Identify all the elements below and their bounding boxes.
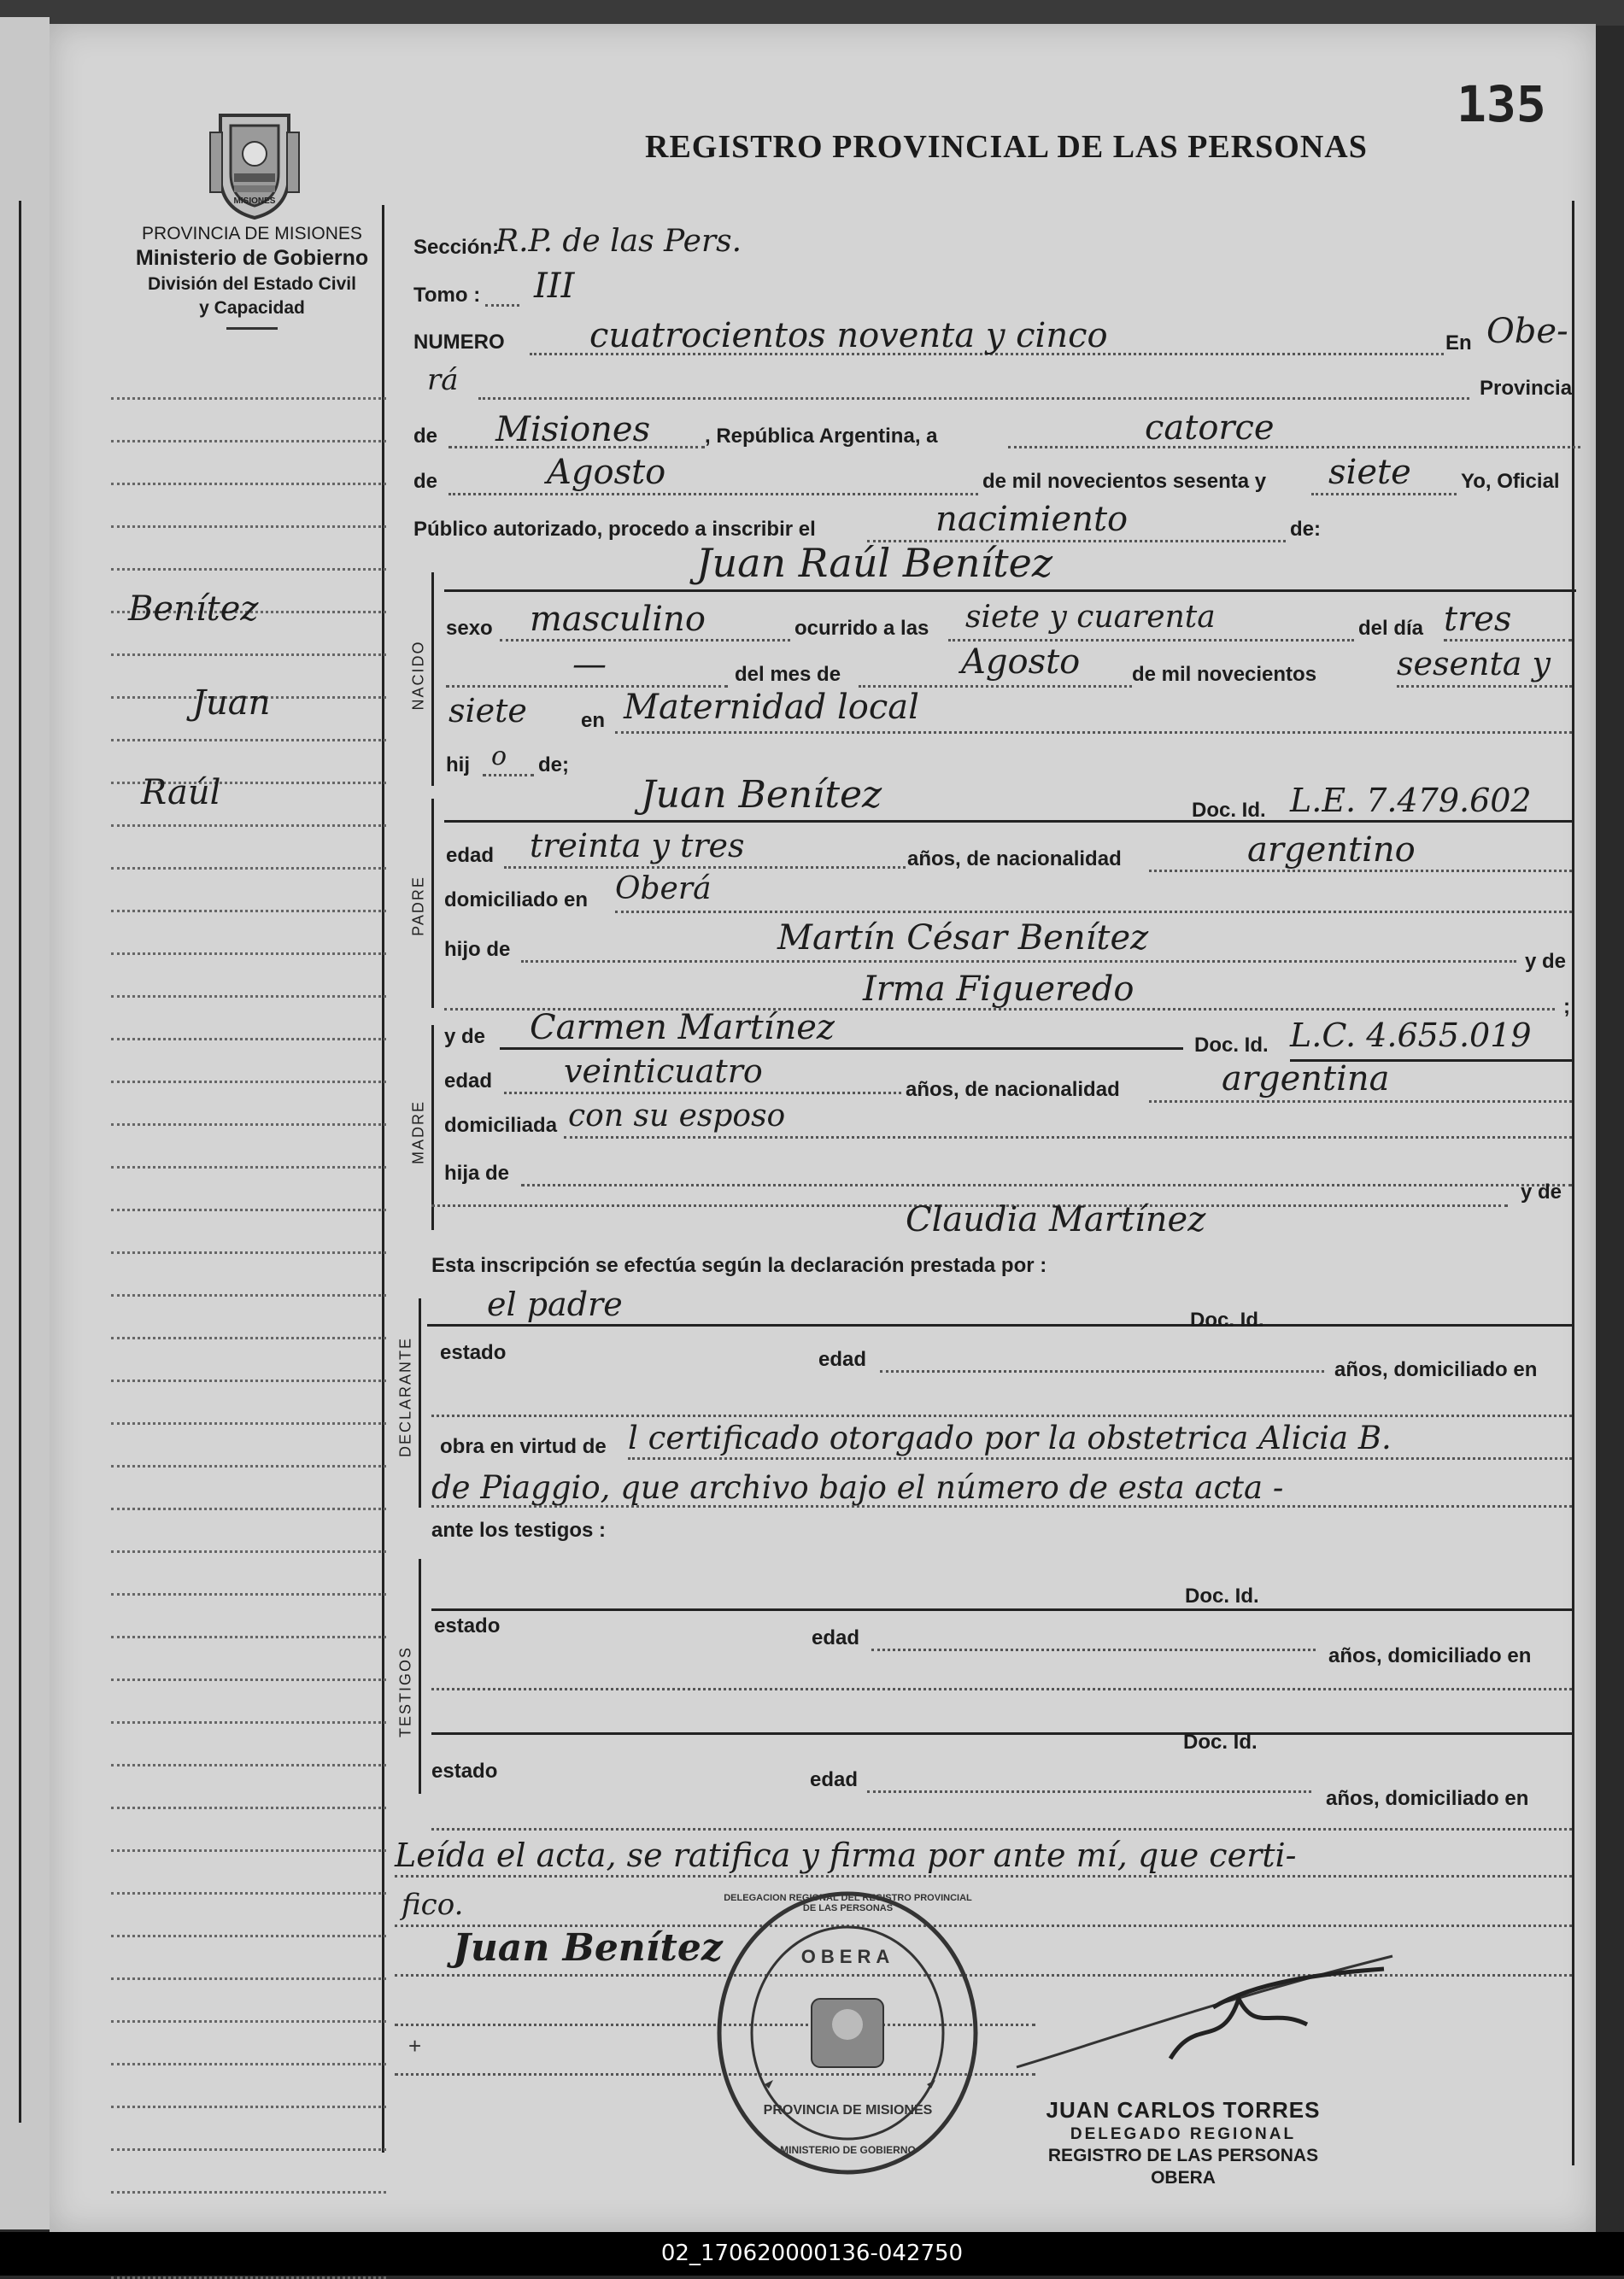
obra-virtud-label: obra en virtud de	[440, 1435, 607, 1458]
testigo2-domicilio-line	[431, 1828, 1572, 1831]
nacido-name-rule	[444, 589, 1576, 592]
margin-ruled-line	[111, 1593, 386, 1596]
body-right-rule	[1572, 201, 1574, 2165]
dia-registro-line	[1008, 446, 1580, 448]
official-block	[991, 2097, 1375, 2188]
coat-of-arms-label: MISIONES	[233, 196, 276, 206]
nacido-side-label: NACIDO	[409, 640, 427, 711]
anio-value-1: sesenta y	[1397, 645, 1551, 683]
margin-ruled-line	[111, 910, 386, 912]
anio-registro-line	[1311, 493, 1457, 495]
madre-hija-de-line	[521, 1184, 1572, 1186]
padre-doc-rule	[1290, 820, 1572, 823]
margin-ruled-line	[111, 2063, 386, 2065]
padre-domicilio-line	[615, 911, 1572, 913]
testigo2-estado-label: estado	[431, 1760, 498, 1783]
madre-y-de-label-2: y de	[1521, 1181, 1562, 1204]
nacido-name: Juan Raúl Benítez	[696, 540, 1053, 586]
de-semicolon-label: de;	[538, 753, 569, 776]
yo-oficial-label: Yo, Oficial	[1461, 470, 1560, 493]
del-dia-label: del día	[1358, 617, 1424, 640]
padre-nac-line	[1149, 870, 1572, 872]
padre-bracket	[431, 799, 434, 1008]
tomo-label: Tomo :	[413, 284, 481, 307]
declarante-bracket	[419, 1298, 421, 1508]
padre-mother-name: Irma Figueredo	[863, 970, 1134, 1009]
ministry-line: Ministerio de Gobierno	[135, 246, 369, 270]
margin-ruled-line	[111, 1465, 386, 1468]
margin-ruled-line	[111, 1380, 386, 1382]
province-value: Misiones	[495, 410, 651, 449]
provincia-label: Provincia	[1480, 377, 1573, 400]
margin-ruled-line	[111, 1550, 386, 1553]
nacido-bracket	[431, 572, 434, 786]
padre-side-label: PADRE	[409, 876, 427, 936]
city-line	[478, 397, 1469, 400]
testigo1-estado-label: estado	[434, 1614, 501, 1637]
margin-ruled-line	[111, 1251, 386, 1254]
padre-doc-value: L.E. 7.479.602	[1290, 782, 1532, 819]
del-mes-label: del mes de	[735, 663, 841, 686]
testigo1-anos-label: años, domiciliado en	[1328, 1644, 1532, 1667]
acto-value: nacimiento	[935, 500, 1129, 539]
mil-novecientos-label: de mil novecientos	[1132, 663, 1317, 686]
closing-ruled-line	[395, 1875, 1572, 1878]
margin-ruled-line	[111, 739, 386, 741]
margin-ruled-line	[111, 952, 386, 955]
sexo-value: masculino	[530, 600, 706, 639]
obra-line-1: l certificado otorgado por la obstetrica Alicia B.	[628, 1420, 1392, 1456]
inscripcion-label: Esta inscripción se efectúa según la declaración prestada por :	[431, 1254, 1047, 1277]
margin-ruled-line	[111, 1294, 386, 1297]
testigos-side-label: TESTIGOS	[396, 1646, 414, 1738]
testigo2-edad-label: edad	[810, 1768, 859, 1791]
declarante-domicilio-line	[431, 1415, 1572, 1417]
padre-doc-label: Doc. Id.	[1192, 799, 1266, 822]
obra-line-1-rule	[628, 1457, 1572, 1460]
margin-surname: Benítez	[128, 589, 259, 629]
dia-registro-value: catorce	[1145, 408, 1275, 448]
margin-ruled-line	[111, 1081, 386, 1083]
city-part-1: Obe-	[1486, 312, 1568, 351]
madre-y-de-label: y de	[444, 1025, 486, 1048]
margin-ruled-line	[111, 1807, 386, 1809]
previous-page-edge	[0, 17, 50, 2229]
ocurrido-label: ocurrido a las	[794, 617, 929, 640]
madre-anos-label: años, de nacionalidad	[906, 1078, 1120, 1101]
margin-ruled-line	[111, 2148, 386, 2151]
declarante-rule	[427, 1324, 1572, 1327]
declarante-value: el padre	[487, 1286, 623, 1323]
capacity-line: y Capacidad	[199, 298, 305, 318]
margin-second-name: Raúl	[141, 773, 221, 812]
margin-ruled-line	[111, 1721, 386, 1724]
declarante-side-label: DECLARANTE	[396, 1336, 414, 1458]
mes-registro-value: Agosto	[547, 453, 666, 492]
numero-label: NUMERO	[413, 331, 505, 354]
de-label-1: de	[413, 425, 438, 448]
de-label-2: de	[413, 470, 438, 493]
margin-ruled-line	[111, 1678, 386, 1681]
padre-anos-label: años, de nacionalidad	[907, 847, 1122, 870]
margin-ruled-line	[111, 1935, 386, 1937]
testigo2-doc-label: Doc. Id.	[1183, 1731, 1258, 1754]
testigo2-anos-label: años, domiciliado en	[1326, 1787, 1529, 1810]
margin-ruled-line	[111, 824, 386, 827]
madre-doc-value: L.C. 4.655.019	[1290, 1016, 1532, 1054]
declarant-signature: Juan Benítez	[453, 1926, 723, 1970]
margin-ruled-line	[111, 1337, 386, 1339]
en-label: En	[1445, 331, 1472, 354]
hij-line	[483, 774, 534, 776]
lugar-line	[615, 731, 1572, 734]
madre-edad-value: veinticuatro	[564, 1052, 763, 1090]
declarante-edad-line	[880, 1370, 1324, 1373]
padre-name: Juan Benítez	[641, 773, 882, 817]
publico-label: Público autorizado, procedo a inscribir el	[413, 518, 816, 541]
numero-value: cuatrocientos noventa y cinco	[589, 316, 1108, 355]
mes-registro-line	[449, 493, 978, 495]
margin-ruled-line	[111, 1764, 386, 1766]
madre-nac-line	[1149, 1100, 1572, 1103]
republica-label: , República Argentina, a	[705, 425, 938, 448]
official-city: OBERA	[1151, 2168, 1216, 2188]
stamp-outer-text: DELEGACION REGIONAL DEL REGISTRO PROVINCIAL DE LAS PERSONAS	[724, 1893, 972, 1913]
testigo1-doc-label: Doc. Id.	[1185, 1585, 1259, 1608]
seccion-label: Sección:	[413, 236, 500, 259]
mil-sesenta-label: de mil novecientos sesenta y	[982, 470, 1267, 493]
official-name: JUAN CARLOS TORRES	[1046, 2097, 1321, 2123]
stamp-ministry: MINISTERIO DE GOBIERNO	[780, 2144, 916, 2156]
padre-edad-label: edad	[446, 844, 495, 867]
margin-ruled-line	[111, 568, 386, 571]
margin-ruled-line	[111, 483, 386, 485]
margin-right-rule	[382, 205, 384, 2153]
madre-name-rule	[500, 1047, 1183, 1050]
testigo1-edad-label: edad	[812, 1626, 860, 1649]
padre-domicilio-label: domiciliado en	[444, 888, 589, 911]
margin-ruled-line	[111, 2191, 386, 2194]
footer-id: 02_170620000136-042750	[660, 2241, 964, 2266]
padre-y-de-label: y de	[1525, 950, 1567, 973]
margin-ruled-line	[111, 867, 386, 870]
margin-first-name: Juan	[192, 683, 271, 723]
cross-mark: +	[408, 2033, 422, 2059]
hora-line	[948, 639, 1354, 642]
tomo-line	[485, 304, 519, 307]
dia-line	[1444, 639, 1572, 642]
margin-ruled-line	[111, 2020, 386, 2023]
margin-ruled-line	[111, 1123, 386, 1126]
padre-edad-value: treinta y tres	[530, 827, 745, 864]
margin-ruled-line	[111, 1422, 386, 1425]
margin-ruled-line	[111, 1209, 386, 1211]
scan-top-edge	[0, 0, 1624, 26]
anio-value-2: siete	[449, 692, 527, 729]
en-lugar-label: en	[581, 709, 606, 732]
padre-domicilio-value: Oberá	[615, 871, 712, 906]
margin-ruled-line	[111, 653, 386, 656]
de-colon-label: de:	[1290, 518, 1321, 541]
lugar-value: Maternidad local	[624, 688, 919, 727]
margin-ruled-line	[111, 525, 386, 528]
official-signature	[1000, 1948, 1401, 2084]
margin-ruled-line	[111, 1508, 386, 1510]
madre-edad-line	[504, 1092, 901, 1094]
obra-line-2-rule	[431, 1505, 1572, 1508]
header-block	[103, 224, 402, 330]
madre-side-label: MADRE	[409, 1100, 427, 1165]
testigo2-rule	[431, 1732, 1572, 1735]
city-part-2: rá	[427, 363, 459, 397]
closing-line-1: Leída el acta, se ratifica y firma por ante mí, que certi-	[395, 1837, 1297, 1874]
obra-line-2: de Piaggio, que archivo bajo el número de esta acta -	[431, 1469, 1284, 1506]
hij-label: hij	[446, 753, 470, 776]
declarante-anos-label: años, domiciliado en	[1334, 1358, 1538, 1381]
padre-edad-line	[504, 866, 906, 869]
anio-line	[1397, 685, 1572, 688]
padre-nac-value: argentino	[1247, 830, 1416, 870]
margin-ruled-line	[111, 1849, 386, 1852]
madre-domicilio-label: domiciliada	[444, 1114, 558, 1137]
margin-left-rule	[19, 201, 21, 2123]
province-line: PROVINCIA DE MISIONES	[142, 224, 362, 243]
declarante-doc-label: Doc. Id.	[1190, 1309, 1264, 1332]
official-office: REGISTRO DE LAS PERSONAS	[1047, 2146, 1319, 2165]
madre-doc-label: Doc. Id.	[1194, 1034, 1269, 1057]
madre-name: Carmen Martínez	[530, 1008, 835, 1047]
page-number: 135	[1457, 75, 1546, 133]
stamp-province: PROVINCIA DE MISIONES	[763, 2103, 933, 2118]
testigo1-rule	[431, 1608, 1572, 1611]
madre-edad-label: edad	[444, 1069, 493, 1093]
dia-dash: —	[572, 645, 607, 684]
madre-nac-value: argentina	[1222, 1059, 1390, 1098]
testigo2-edad-line	[867, 1790, 1311, 1793]
madre-domicilio-value: con su esposo	[568, 1098, 786, 1134]
closing-line-2: fico.	[402, 1888, 464, 1922]
madre-mother-name: Claudia Martínez	[906, 1200, 1206, 1239]
sexo-line	[500, 639, 790, 642]
stamp-city: OBERA	[800, 1946, 895, 1967]
margin-ruled-line	[111, 1977, 386, 1980]
official-stamp	[713, 1888, 982, 2178]
margin-ruled-line	[111, 995, 386, 998]
mes-value: Agosto	[961, 642, 1081, 682]
padre-hijo-de-line	[521, 960, 1516, 963]
margin-ruled-line	[111, 1636, 386, 1638]
hora-value: siete y cuarenta	[965, 600, 1216, 635]
header-underline	[226, 327, 278, 330]
margin-ruled-line	[111, 397, 386, 400]
testigos-bracket	[419, 1559, 421, 1794]
padre-father-name: Martín César Benítez	[777, 918, 1149, 958]
closing-ruled-line	[395, 1925, 1572, 1927]
margin-ruled-line	[111, 1892, 386, 1895]
padre-hijo-de-label: hijo de	[444, 938, 511, 961]
declarante-edad-label: edad	[818, 1348, 867, 1371]
official-title: DELEGADO REGIONAL	[1070, 2125, 1297, 2143]
testigos-label: ante los testigos :	[431, 1519, 607, 1542]
division-line: División del Estado Civil	[148, 274, 356, 294]
margin-ruled-line	[111, 1038, 386, 1040]
seccion-value: R.P. de las Pers.	[495, 224, 742, 259]
padre-semicolon: ;	[1563, 995, 1570, 1018]
sexo-label: sexo	[446, 617, 493, 640]
hij-value: o	[491, 741, 507, 771]
coat-of-arms-logo	[203, 107, 306, 222]
margin-ruled-line	[111, 2106, 386, 2108]
testigo1-edad-line	[871, 1649, 1316, 1651]
margin-ruled-line	[111, 440, 386, 442]
madre-hija-de-label: hija de	[444, 1162, 510, 1185]
madre-domicilio-line	[564, 1136, 1572, 1139]
declarante-estado-label: estado	[440, 1341, 507, 1364]
madre-bracket	[431, 1025, 434, 1230]
document-title: REGISTRO PROVINCIAL DE LAS PERSONAS	[645, 129, 1368, 165]
margin-ruled-line	[111, 1166, 386, 1169]
anio-registro-value: siete	[1328, 453, 1411, 492]
testigo1-domicilio-line	[431, 1688, 1572, 1690]
tomo-value: III	[534, 267, 575, 306]
dia-value: tres	[1444, 600, 1512, 639]
